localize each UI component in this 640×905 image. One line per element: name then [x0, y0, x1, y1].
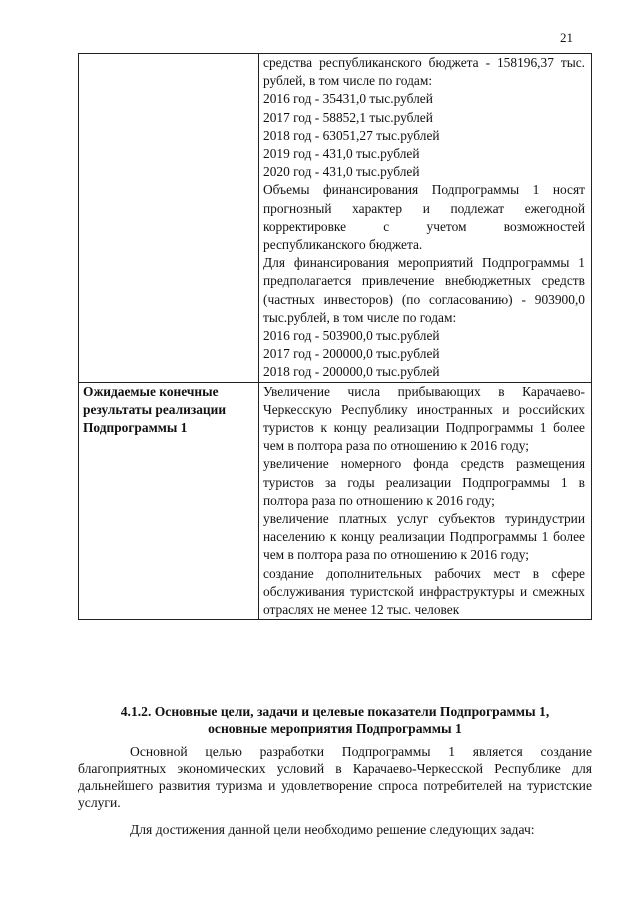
funding-year-2018: 2018 год - 63051,27 тыс.рублей — [263, 127, 440, 143]
section-title-line1: 4.1.2. Основные цели, задачи и целевые показатели Подпрограммы 1, — [120, 704, 550, 719]
funding-cell — [259, 54, 592, 383]
extrabudget-total: Для финансирования мероприятий Подпрограммы 1 предполагается привлечение внебюджетных средств (частных инвесторов) (по согласованию) - 903900,0 тыс.рублей, в том числе по годам: — [263, 255, 585, 325]
result-rooms: увеличение номерного фонда средств размещения туристов за годы реализации Подпрограммы 1 в полтора раза по отношению к 2016 году; — [263, 456, 585, 508]
funding-label-cell — [79, 54, 259, 383]
paragraph-goal: Основной целью разработки Подпрограммы 1 является создание благоприятных экономических условий в Карачаево-Черкесской Республике для дальнейшего развития туризма и удовлетворение спроса потребителей на туристские услуги. — [78, 744, 592, 810]
results-label: Ожидаемые конечные результаты реализации Подпрограммы 1 — [83, 383, 227, 436]
result-jobs: создание дополнительных рабочих мест в сфере обслуживания туристской инфраструктуры и смежных отраслях не менее 12 тыс. человек — [263, 565, 585, 618]
result-tourists: Увеличение числа прибывающих в Карачаево-Черкесскую Республику иностранных и российских туристов к концу реализации Подпрограммы 1 более чем в полтора раза по отношению к 2016 году; — [263, 383, 585, 454]
paragraph-tasks: Для достижения данной цели необходимо решение следующих задач: — [130, 822, 535, 837]
section-title-line2: основные мероприятия Подпрограммы 1 — [208, 721, 462, 736]
result-services: увеличение платных услуг субъектов туриндустрии населению к концу реализации Подпрограммы 1 более чем в полтора раза по отношению к 2016 году; — [263, 511, 585, 563]
results-cell — [259, 382, 592, 620]
section-body — [78, 743, 592, 848]
section-title — [78, 703, 592, 737]
table-row-funding — [79, 54, 592, 383]
funding-note: Объемы финансирования Подпрограммы 1 носят прогнозный характер и подлежат ежегодной корректировке с учетом возможностей республиканского бюджета. — [263, 182, 585, 253]
page-number: 21 — [560, 30, 573, 45]
table-row-results — [79, 382, 592, 620]
funding-year-2019: 2019 год - 431,0 тыс.рублей — [263, 146, 420, 162]
passport-table — [78, 53, 592, 620]
extrabudget-year-2017: 2017 год - 200000,0 тыс.рублей — [263, 346, 440, 362]
results-label-cell — [79, 382, 259, 620]
funding-year-2020: 2020 год - 431,0 тыс.рублей — [263, 164, 420, 180]
extrabudget-year-2016: 2016 год - 503900,0 тыс.рублей — [263, 328, 440, 344]
funding-year-2016: 2016 год - 35431,0 тыс.рублей — [263, 91, 433, 107]
funding-total: средства республиканского бюджета - 158196,37 тыс. рублей, в том числе по годам: — [263, 55, 585, 89]
funding-year-2017: 2017 год - 58852,1 тыс.рублей — [263, 109, 433, 125]
extrabudget-year-2018: 2018 год - 200000,0 тыс.рублей — [263, 364, 440, 380]
